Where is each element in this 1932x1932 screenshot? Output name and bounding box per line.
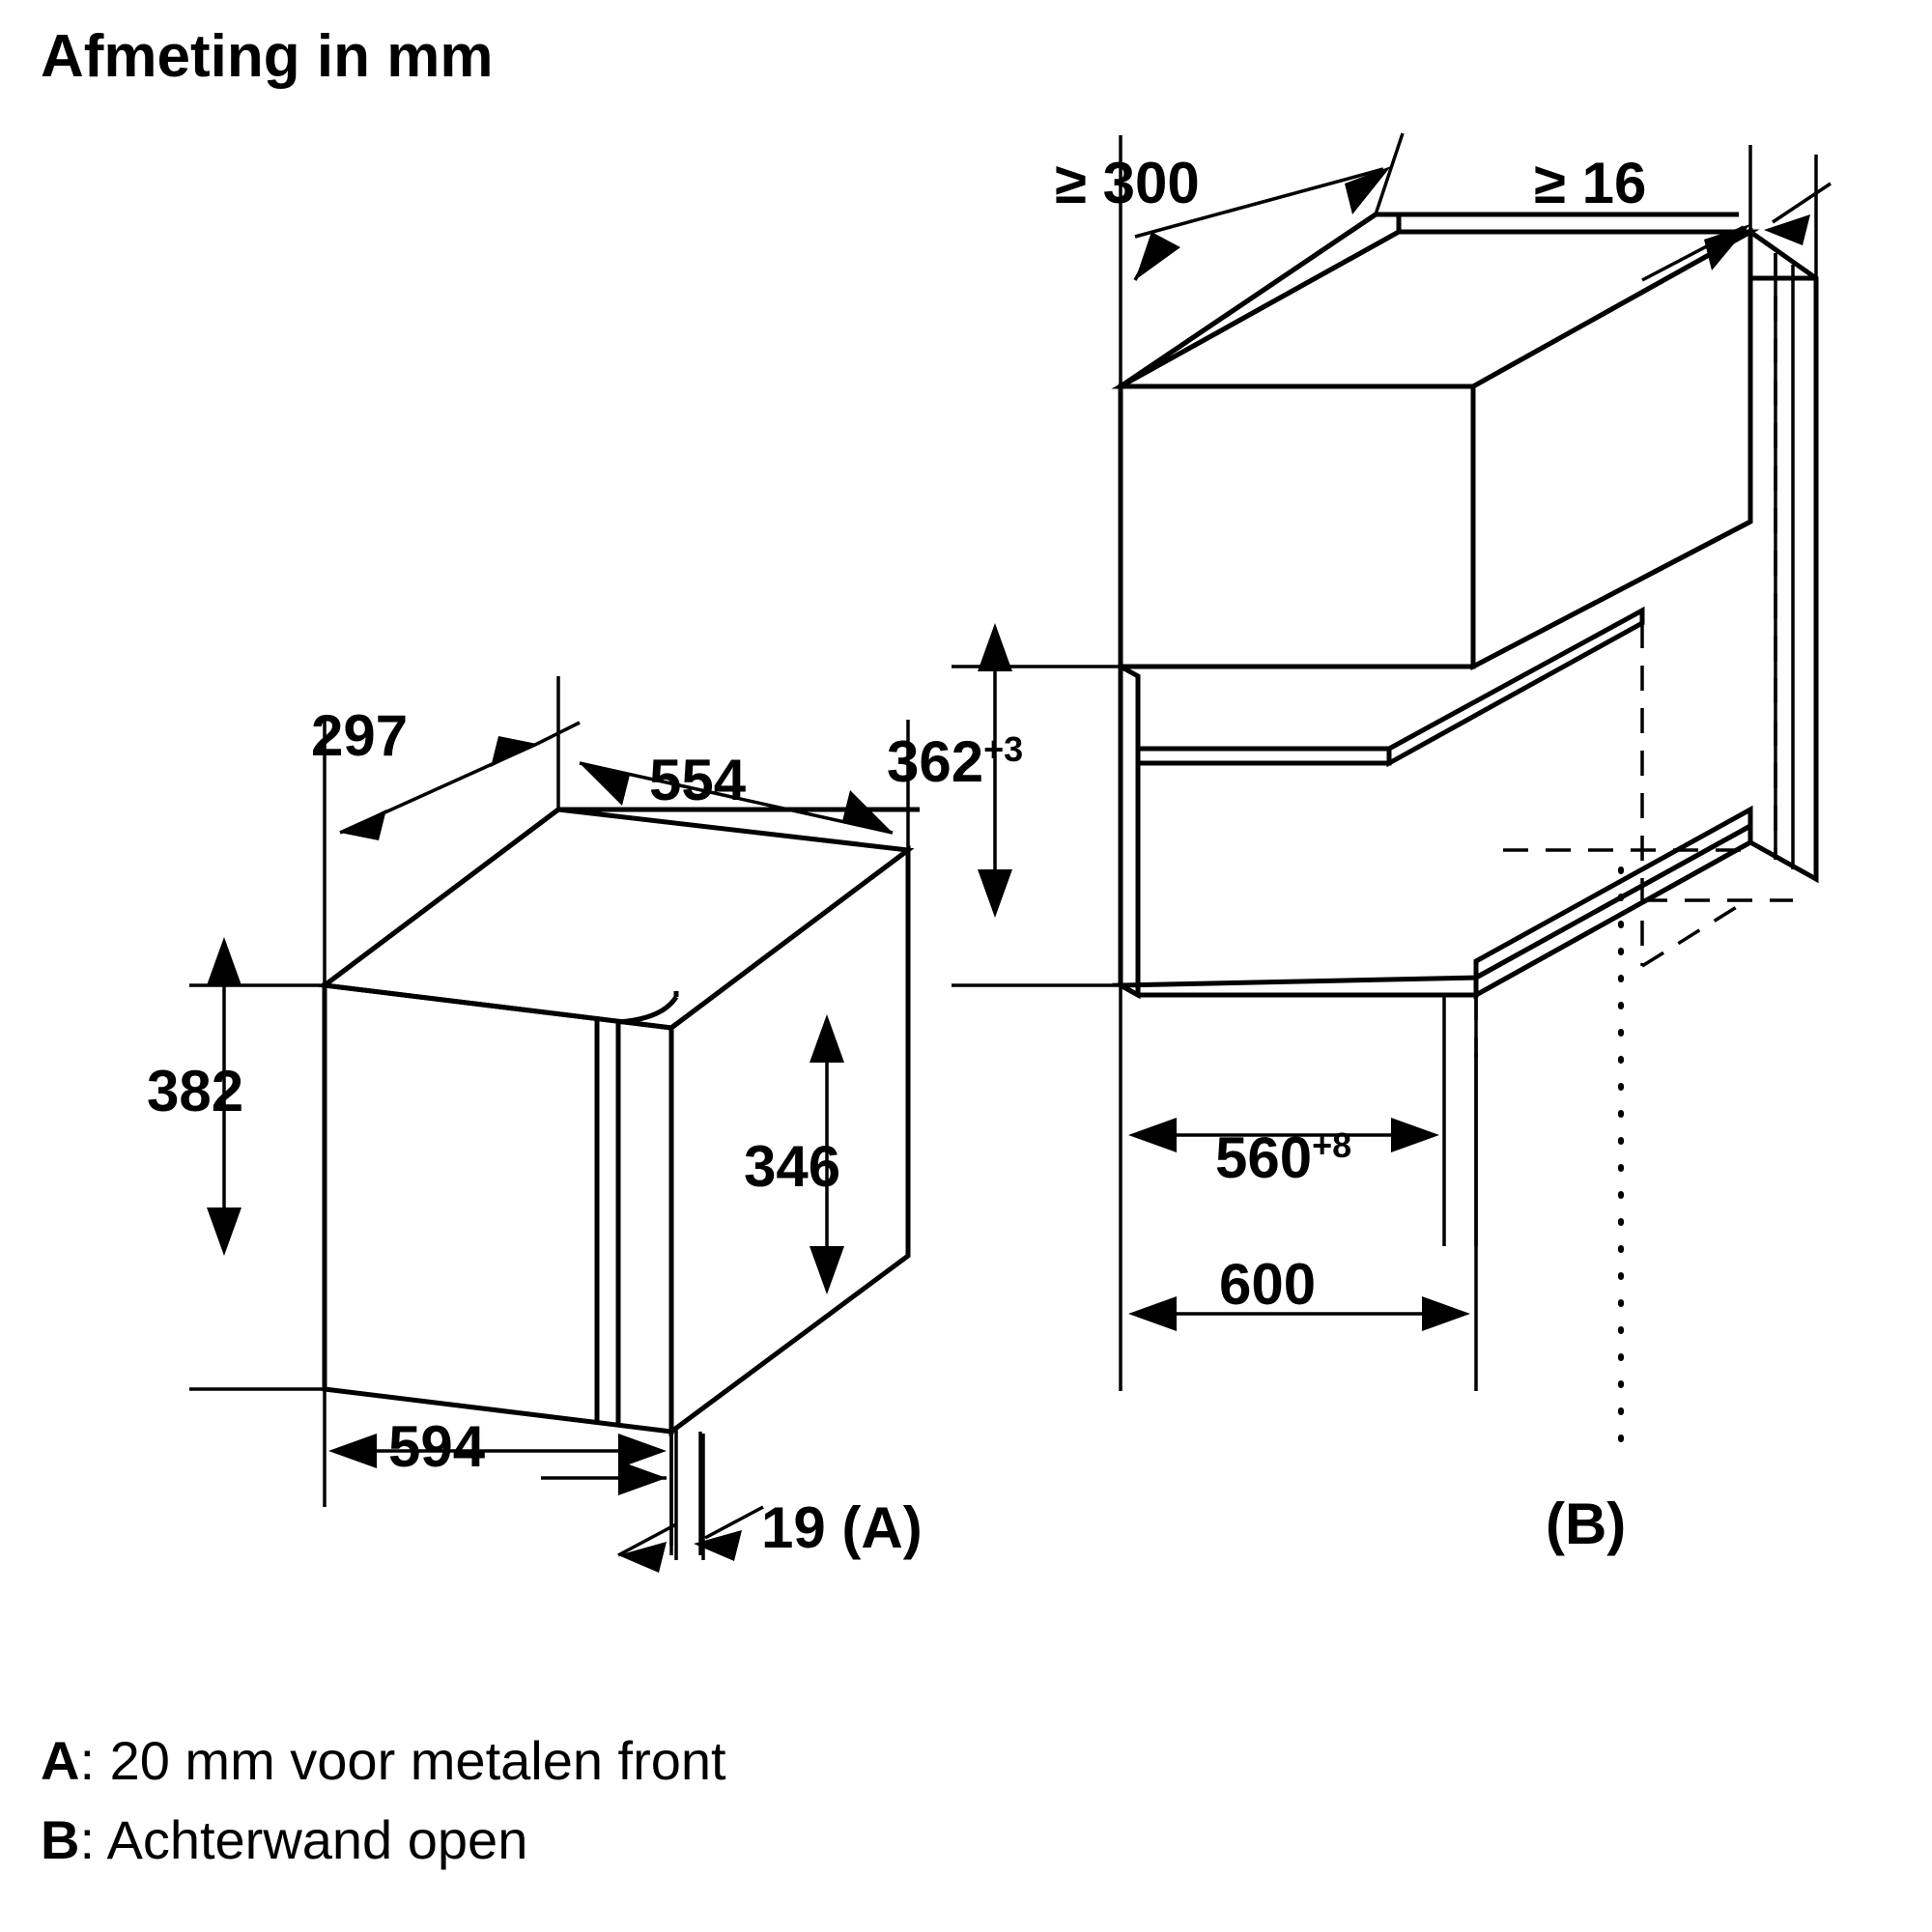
- dim-594: [328, 1434, 667, 1495]
- dim-label-600: 600: [1219, 1252, 1317, 1317]
- dim-label-594: 594: [388, 1414, 486, 1479]
- dim-label-560: $560^{+8}$: [1215, 1125, 1352, 1190]
- dim-label-554: 554: [649, 748, 747, 812]
- note-a-key: A: [41, 1730, 80, 1791]
- dim-label-382: 382: [147, 1059, 244, 1123]
- note-b-key: B: [41, 1809, 80, 1870]
- dim-label-min16: ≥ 16: [1534, 151, 1647, 215]
- appliance-body: [325, 810, 920, 1432]
- note-a-text: : 20 mm voor metalen front: [79, 1730, 726, 1791]
- note-b-text: : Achterwand open: [79, 1809, 528, 1870]
- dim-label-rear-wall: (B): [1546, 1492, 1627, 1556]
- cabinet-body: [1121, 214, 1816, 1058]
- dim-label-297: 297: [311, 703, 409, 768]
- note-b: [41, 1809, 528, 1870]
- dim-label-19a: 19 (A): [761, 1495, 923, 1560]
- page-title: Afmeting in mm: [41, 23, 494, 90]
- dim-label-346: 346: [744, 1134, 841, 1199]
- dim-label-362: $362^{+3}$: [887, 729, 1024, 794]
- note-a: [41, 1730, 726, 1791]
- dim-label-min300: ≥ 300: [1055, 151, 1200, 215]
